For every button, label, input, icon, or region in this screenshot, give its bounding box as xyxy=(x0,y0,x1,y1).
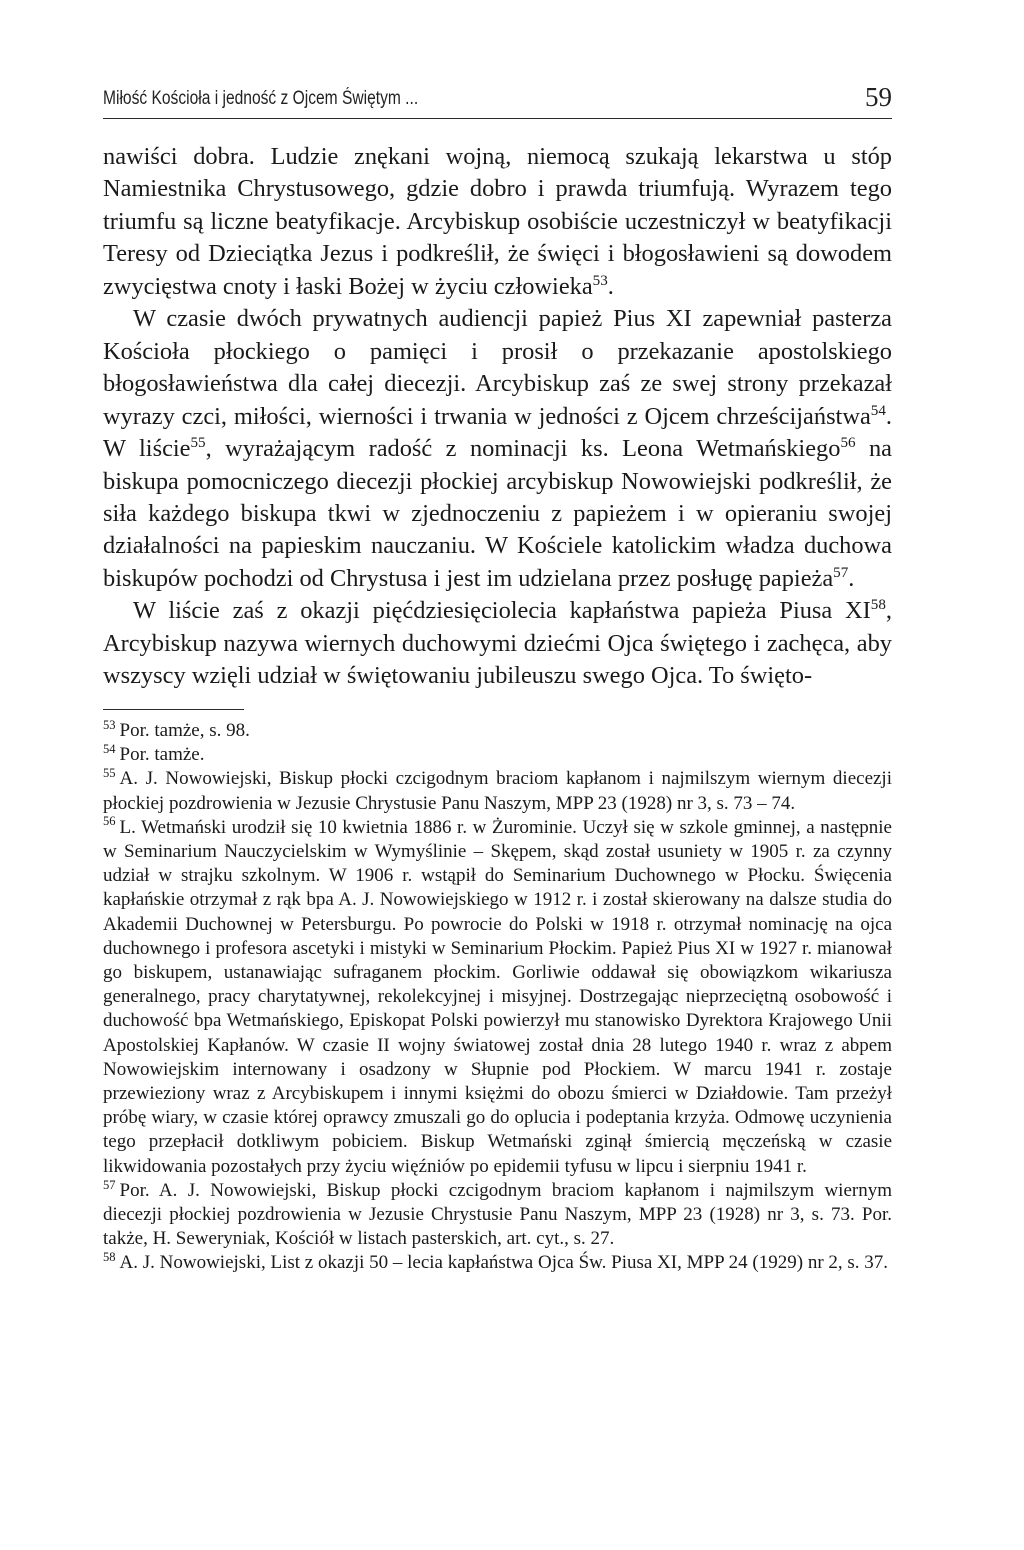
footnote-ref-53[interactable]: 53 xyxy=(592,272,608,289)
paragraph-text: W czasie dwóch prywatnych audiencji papież Pius XI zapewniał pasterza Kościoła płockiego o pamięci i prosił o przekazanie apostolskiego błogosławieństwa dla całej diecezji. Arcybiskup zaś ze swej strony przekazał wyrazy czci, miłości, wierności i trwania w jedności z Ojcem chrześcijaństwa xyxy=(103,305,892,430)
footnote-number: 56 xyxy=(103,814,116,829)
footnote-55 xyxy=(103,767,892,815)
footnote-number: 54 xyxy=(103,741,116,756)
running-header xyxy=(103,84,892,119)
footnotes xyxy=(103,719,892,1276)
footnote-ref-56[interactable]: 56 xyxy=(840,434,856,451)
footnote-text: Por. tamże, s. 98. xyxy=(119,720,250,741)
footnote-53 xyxy=(103,719,892,743)
footnote-ref-55[interactable]: 55 xyxy=(190,434,206,451)
footnote-ref-58[interactable]: 58 xyxy=(870,597,886,614)
running-title: Miłość Kościoła i jedność z Ojcem Świętym ... xyxy=(103,88,419,109)
footnote-ref-57[interactable]: 57 xyxy=(833,564,849,581)
footnote-text: A. J. Nowowiejski, List z okazji 50 – lecia kapłaństwa Ojca Św. Piusa XI, MPP 24 (1929) nr 2, s. 37. xyxy=(119,1252,889,1274)
paragraph-text: , Arcybiskup nazywa wiernych duchowymi dziećmi Ojca świętego i zachęca, aby wszyscy wzięli udział w świętowaniu jubileuszu swego Ojca. To święto- xyxy=(103,597,892,690)
paragraph-text: . xyxy=(607,272,614,300)
footnote-ref-54[interactable]: 54 xyxy=(870,402,886,419)
paragraph-text: W liście zaś z okazji pięćdziesięciolecia kapłaństwa papieża Piusa XI xyxy=(133,597,871,625)
footnote-text: L. Wetmański urodził się 10 kwietnia 1886 r. w Żurominie. Uczył się w szkole gminnej, a następnie w Seminarium Nauczycielskim w Wymyślinie – Skępem, skąd został usuniety w 1905 r. za czynny udział w strajku szkolnym. W 1906 r. wstąpił do Seminarium Duchownego w Płocku. Święcenia kapłańskie otrzymał z rąk bpa A. J. Nowowiejskiego w 1912 r. i został skierowany na dalsze studia do Akademii Duchownej w Petersburgu. Po powrocie do Polski w 1918 r. otrzymał nominację na ojca duchownego i profesora ascetyki i mistyki w Seminarium Płockim. Papież Pius XI w 1927 r. mianował go biskupem, ustanawiając sufraganem płockim. Gorliwie oddawał się obowiązkom wikariusza generalnego, pracy charytatywnej, rekolekcyjnej i misyjnej. Dostrzegając nieprzeciętną osobowość i duchowość bpa Wetmańskiego, Episkopat Polski powierzył mu stanowisko Dyrektora Krajowego Unii Apostolskiej Kapłanów. W czasie II wojny światowej został dnia 28 lutego 1940 r. wraz z abpem Nowowiejskim internowany i osadzony w Słupnie pod Płockiem. W marcu 1941 r. zostaje przewieziony wraz z Arcybiskupem i innymi księżmi do obozu śmierci w Działdowie. Tam przeżył próbę wiary, w czasie której oprawcy zmuszali go do oplucia i podeptania krzyża. Odmowę uczynienia tego przepłacił dotkliwym pobiciem. Biskup Wetmański zginął śmiercią męczeńską w czasie likwidowania pozostałych przy życiu więźniów po epidemii tyfusu w lipcu i sierpniu 1941 r. xyxy=(103,816,892,1177)
footnote-58 xyxy=(103,1251,892,1275)
body-text xyxy=(103,141,892,693)
paragraph-3 xyxy=(103,595,892,692)
footnote-number: 57 xyxy=(103,1177,116,1192)
paragraph-text: . W liście xyxy=(103,402,892,463)
footnote-number: 55 xyxy=(103,766,116,781)
footnote-57 xyxy=(103,1179,892,1252)
footnote-text: Por. tamże. xyxy=(119,744,205,766)
paragraph-2 xyxy=(103,303,892,595)
footnote-separator xyxy=(103,709,244,710)
footnote-text: A. J. Nowowiejski, Biskup płocki czcigodnym braciom kapłanom i najmilszym wiernym diecezji płockiej pozdrowienia w Jezusie Chrystusie Panu Naszym, MPP 23 (1928) nr 3, s. 73 – 74. xyxy=(103,768,892,814)
footnote-number: 53 xyxy=(103,717,116,732)
paragraph-text: nawiści dobra. Ludzie znękani wojną, niemocą szukają lekarstwa u stóp Namiestnika Chrystusowego, gdzie dobro i prawda triumfują. Wyrazem tego triumfu są liczne beatyfikacje. Arcybiskup osobiście uczestniczył w beatyfikacji Teresy od Dzieciątka Jezus i podkreślił, że święci i błogosławieni są dowodem zwycięstwa cnoty i łaski Bożej w życiu człowieka xyxy=(103,143,892,300)
footnote-54 xyxy=(103,743,892,767)
footnote-56 xyxy=(103,816,892,1179)
paragraph-text: , wyrażającym radość z nominacji ks. Leona Wetmańskiego xyxy=(205,435,841,463)
footnote-text: Por. A. J. Nowowiejski, Biskup płocki czcigodnym braciom kapłanom i najmilszym wiernym diecezji płockiej pozdrowienia w Jezusie Chrystusie Panu Naszym, MPP 23 (1928) nr 3, s. 73. Por. także, H. Seweryniak, Kościół w listach pasterskich, art. cyt., s. 27. xyxy=(103,1179,892,1250)
footnote-number: 58 xyxy=(103,1250,116,1265)
paragraph-1 xyxy=(103,141,892,303)
paragraph-text: na biskupa pomocniczego diecezji płockiej arcybiskup Nowowiejski podkreślił, że siła każdego biskupa tkwi w zjednoczeniu z papieżem i w opieraniu swojej działalności na papieskim nauczaniu. W Kościele katolickim władza duchowa biskupów pochodzi od Chrystusa i jest im udzielana przez posługę papieża xyxy=(103,435,893,592)
paragraph-text: . xyxy=(848,564,855,592)
page-number: 59 xyxy=(865,82,892,112)
